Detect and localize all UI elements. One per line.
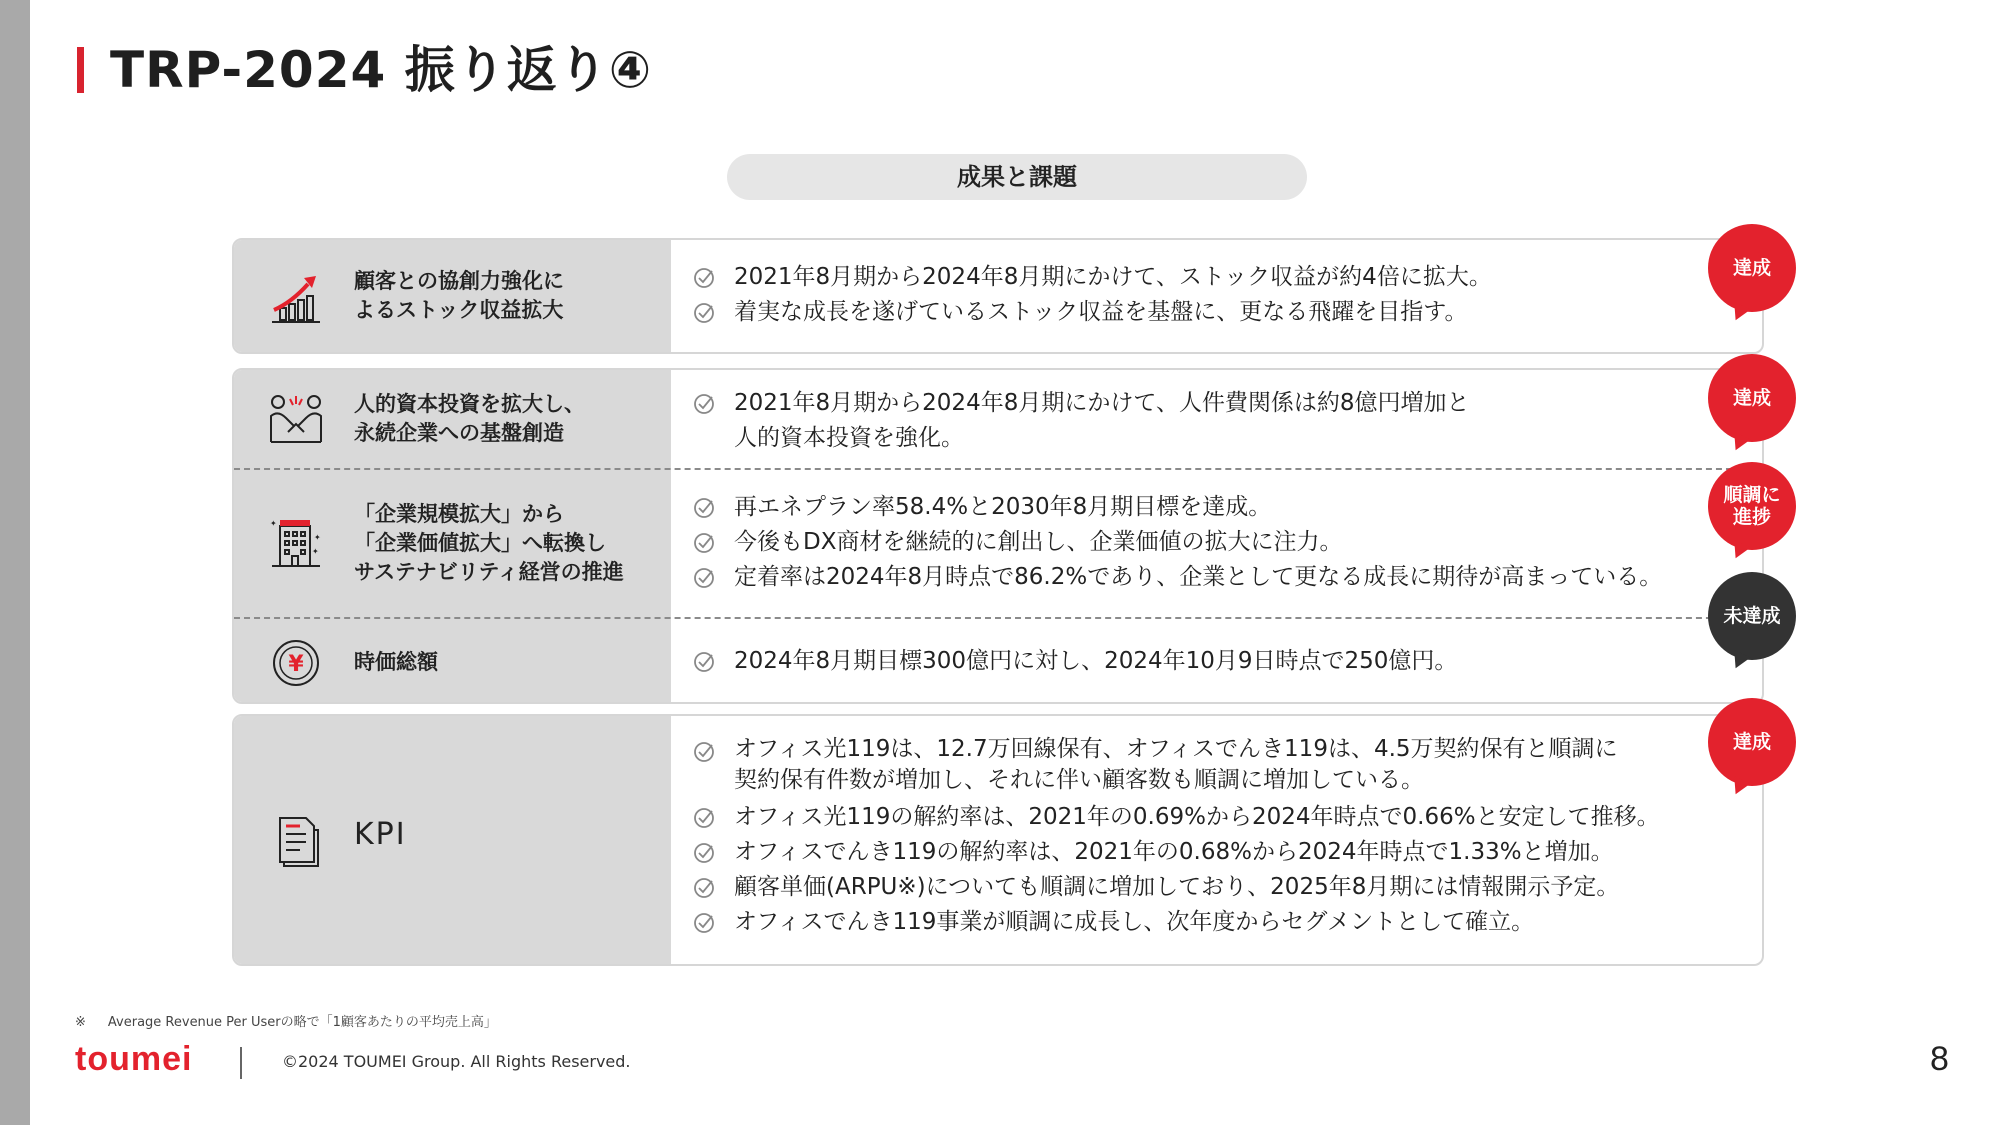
footnote-mark: ※: [75, 1015, 86, 1030]
footer-divider: [240, 1047, 242, 1079]
check-circle-icon: [692, 531, 716, 555]
check-circle-icon: [692, 301, 716, 325]
footnote-text: Average Revenue Per Userの略で「1顧客あたりの平均売上高」: [107, 1015, 497, 1030]
bullet-item: 着実な成長を遂げているストック収益を基盤に、更なる飛躍を目指す。: [692, 295, 1702, 330]
card-label: 「企業規模拡大」から 「企業価値拡大」へ転換し サステナビリティ経営の推進: [354, 502, 624, 584]
check-circle-icon: [692, 911, 716, 935]
svg-text:✦: ✦: [314, 533, 321, 542]
check-circle-icon: [692, 841, 716, 865]
section-heading: 成果と課題: [727, 154, 1307, 200]
page-title: TRP-2024 振り返り④: [110, 41, 653, 99]
bullet-item: オフィス光119は、12.7万回線保有、オフィスでんき119は、4.5万契約保有と順調に 契約保有件数が増加し、それに伴い顧客数も順調に増加している。: [692, 734, 1702, 796]
result-card-stock-revenue: [232, 238, 1764, 354]
check-circle-icon: [692, 266, 716, 290]
bullet-item: 今後もDX商材を継続的に創出し、企業価値の拡大に注力。: [692, 525, 1702, 560]
building-icon: [268, 514, 324, 570]
card-label: KPI: [354, 817, 407, 852]
svg-text:¥: ¥: [288, 652, 304, 677]
bullet-item: 2021年8月期から2024年8月期にかけて、人件費関係は約8億円増加と 人的資本投資を強化。: [692, 386, 1702, 456]
result-card-kpi: [232, 714, 1764, 966]
bullet-item: オフィス光119の解約率は、2021年の0.69%から2024年時点で0.66%と安定して推移。: [692, 800, 1702, 835]
check-circle-icon: [692, 650, 716, 674]
status-badge-achieved: 達成: [1708, 354, 1796, 442]
bullet-item: 定着率は2024年8月時点で86.2%であり、企業として更なる成長に期待が高まっている。: [692, 560, 1702, 595]
bullet-item: オフィスでんき119事業が順調に成長し、次年度からセグメントとして確立。: [692, 905, 1702, 940]
left-edge-strip: [0, 0, 30, 1125]
toumei-logo: toumei: [75, 1040, 193, 1078]
bullet-item: 2021年8月期から2024年8月期にかけて、ストック収益が約4倍に拡大。: [692, 260, 1702, 295]
svg-text:✦: ✦: [270, 519, 277, 528]
check-circle-icon: [692, 566, 716, 590]
yen-coin-icon: [268, 635, 324, 691]
check-circle-icon: [692, 392, 716, 416]
check-circle-icon: [692, 806, 716, 830]
result-card-human-capital: [232, 368, 1764, 704]
handshake-people-icon: [268, 392, 324, 448]
status-badge-achieved: 達成: [1708, 224, 1796, 312]
check-circle-icon: [692, 876, 716, 900]
document-icon: [268, 814, 324, 870]
check-circle-icon: [692, 740, 716, 764]
status-badge-achieved: 達成: [1708, 698, 1796, 786]
title-accent-bar: [77, 47, 84, 93]
bullet-item: 2024年8月期目標300億円に対し、2024年10月9日時点で250億円。: [692, 644, 1702, 679]
growth-chart-icon: [268, 270, 324, 326]
card-label: 時価総額: [354, 650, 438, 674]
status-badge-not-achieved: 未達成: [1708, 572, 1796, 660]
bullet-item: 顧客単価(ARPU※)についても順調に増加しており、2025年8月期には情報開示予定。: [692, 870, 1702, 905]
bullet-item: オフィスでんき119の解約率は、2021年の0.68%から2024年時点で1.33%と増加。: [692, 835, 1702, 870]
footnote: [75, 1011, 519, 1030]
row-divider: [234, 617, 1762, 619]
svg-text:✦: ✦: [312, 547, 319, 556]
card-label: 顧客との協創力強化に よるストック収益拡大: [354, 269, 564, 322]
bullet-item: 再エネプラン率58.4%と2030年8月期目標を達成。: [692, 490, 1702, 525]
check-circle-icon: [692, 496, 716, 520]
copyright: ©2024 TOUMEI Group. All Rights Reserved.: [282, 1052, 631, 1071]
page-number: 8: [1930, 1040, 1949, 1078]
card-label: 人的資本投資を拡大し、 永続企業への基盤創造: [354, 392, 585, 445]
status-badge-on-track: 順調に 進捗: [1708, 462, 1796, 550]
